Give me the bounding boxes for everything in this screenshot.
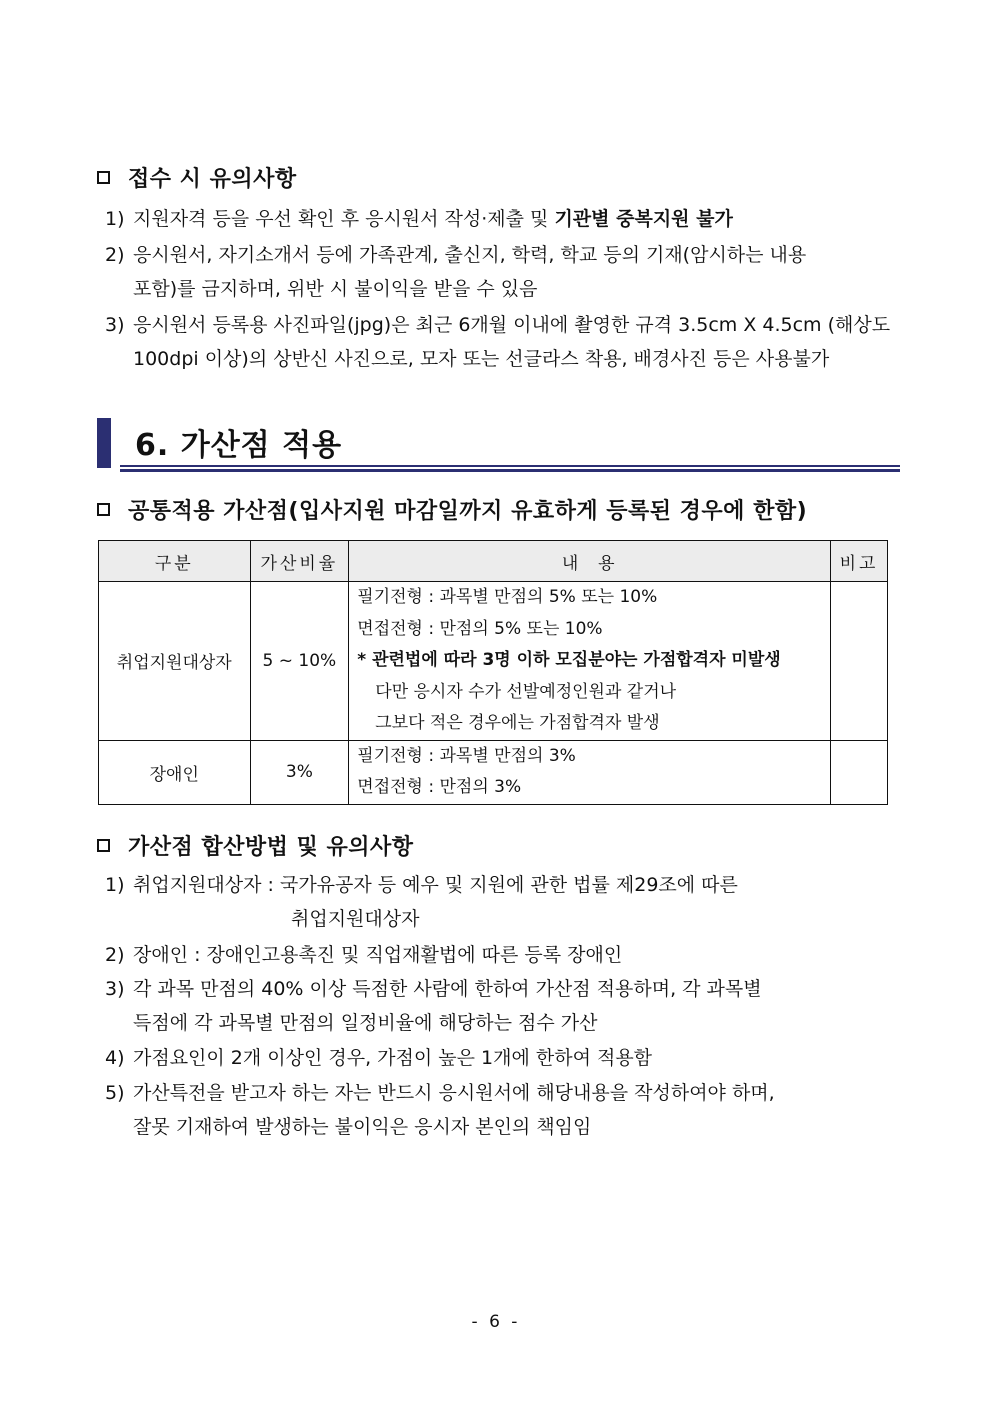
reception-note-item-2	[105, 238, 900, 306]
row-note	[831, 740, 888, 804]
item-text	[133, 868, 900, 936]
row-content	[349, 582, 831, 741]
item-text	[133, 308, 900, 376]
row-category: 취업지원대상자	[99, 582, 251, 741]
section-title-bar	[97, 418, 111, 468]
item-text	[133, 938, 900, 972]
common-bonus-heading	[97, 494, 807, 525]
item-number: 4)	[105, 1047, 125, 1069]
content-line: 필기전형 : 과목별 만점의 3%	[357, 745, 576, 766]
bonus-method-heading	[97, 830, 414, 861]
item-line: 응시원서 등록용 사진파일(jpg)은 최근 6개월 이내에 촬영한 규격 3.5cm X 4.5cm (해상도	[133, 314, 891, 336]
content-line: 면접전형 : 만점의 3%	[357, 777, 522, 797]
item-number: 5)	[105, 1082, 125, 1104]
item-text-bold: 기관별 중복지원 불가	[554, 208, 733, 230]
bonus-method-item-5	[105, 1076, 900, 1144]
section-title: 6. 가산점 적용	[135, 428, 343, 463]
item-line: 잘못 기재하여 발생하는 불이익은 응시자 본인의 책임임	[133, 1116, 592, 1138]
square-bullet-icon	[97, 839, 110, 852]
item-line: 100dpi 이상)의 상반신 사진으로, 모자 또는 선글라스 착용, 배경사진 등은 사용불가	[133, 348, 830, 370]
bonus-method-heading-text: 가산점 합산방법 및 유의사항	[128, 835, 414, 860]
content-line: 다만 응시자 수가 선발예정인원과 같거나	[375, 681, 677, 702]
reception-notes-heading-text: 접수 시 유의사항	[128, 167, 297, 192]
header-ratio: 가산비율	[250, 541, 349, 582]
header-content: 내 용	[349, 541, 831, 582]
reception-note-item-1	[105, 202, 900, 236]
item-number: 2)	[105, 244, 125, 266]
item-line: 포함)를 금지하며, 위반 시 불이익을 받을 수 있음	[133, 278, 538, 300]
bonus-method-item-4	[105, 1041, 900, 1075]
item-number: 1)	[105, 208, 125, 230]
item-text	[133, 1041, 900, 1075]
item-text	[133, 238, 900, 306]
item-number: 3)	[105, 314, 125, 336]
row-category: 장애인	[99, 740, 251, 804]
header-category: 구분	[99, 541, 251, 582]
table-row	[99, 582, 888, 741]
bonus-table	[98, 540, 888, 805]
bonus-method-item-3	[105, 972, 900, 1040]
row-ratio: 3%	[250, 740, 349, 804]
square-bullet-icon	[97, 171, 110, 184]
item-line: 득점에 각 과목별 만점의 일정비율에 해당하는 점수 가산	[133, 1012, 598, 1034]
item-line: 취업지원대상자	[291, 908, 420, 930]
content-line: 면접전형 : 만점의 5% 또는 10%	[357, 618, 603, 639]
content-line-emphasis: * 관련법에 따라 3명 이하 모집분야는 가점합격자 미발생	[357, 650, 781, 670]
item-line: 취업지원대상자 : 국가유공자 등 예우 및 지원에 관한 법률 제29조에 따른	[133, 874, 738, 896]
item-text	[133, 1076, 900, 1144]
row-note	[831, 582, 888, 741]
item-line: 응시원서, 자기소개서 등에 가족관계, 출신지, 학력, 학교 등의 기재(암시하는 내용	[133, 244, 807, 266]
reception-note-item-3	[105, 308, 900, 376]
item-line: 가점요인이 2개 이상인 경우, 가점이 높은 1개에 한하여 적용함	[133, 1047, 653, 1069]
bonus-method-item-2	[105, 938, 900, 972]
item-text	[133, 202, 900, 236]
square-bullet-icon	[97, 503, 110, 516]
item-text-normal: 지원자격 등을 우선 확인 후 응시원서 작성·제출 및	[133, 208, 555, 230]
item-line: 각 과목 만점의 40% 이상 득점한 사람에 한하여 가산점 적용하며, 각 과목별	[133, 978, 762, 1000]
section-title-underline-thick	[120, 469, 900, 472]
content-line: 그보다 적은 경우에는 가점합격자 발생	[375, 713, 660, 733]
header-note: 비고	[831, 541, 888, 582]
bonus-method-item-1	[105, 868, 900, 936]
section-title-underline	[120, 465, 900, 467]
item-number: 2)	[105, 944, 125, 966]
row-content	[349, 740, 831, 804]
table-row	[99, 740, 888, 804]
page-number: - 6 -	[471, 1312, 521, 1332]
reception-notes-heading	[97, 162, 297, 193]
common-bonus-heading-text: 공통적용 가산점(입사지원 마감일까지 유효하게 등록된 경우에 한함)	[128, 499, 808, 524]
item-number: 1)	[105, 874, 125, 896]
item-number: 3)	[105, 978, 125, 1000]
table-header-row	[99, 541, 888, 582]
item-line: 가산특전을 받고자 하는 자는 반드시 응시원서에 해당내용을 작성하여야 하며,	[133, 1082, 775, 1104]
content-line: 필기전형 : 과목별 만점의 5% 또는 10%	[357, 587, 658, 607]
item-line: 장애인 : 장애인고용촉진 및 직업재활법에 따른 등록 장애인	[133, 944, 623, 966]
item-text	[133, 972, 900, 1040]
row-ratio: 5 ~ 10%	[250, 582, 349, 741]
